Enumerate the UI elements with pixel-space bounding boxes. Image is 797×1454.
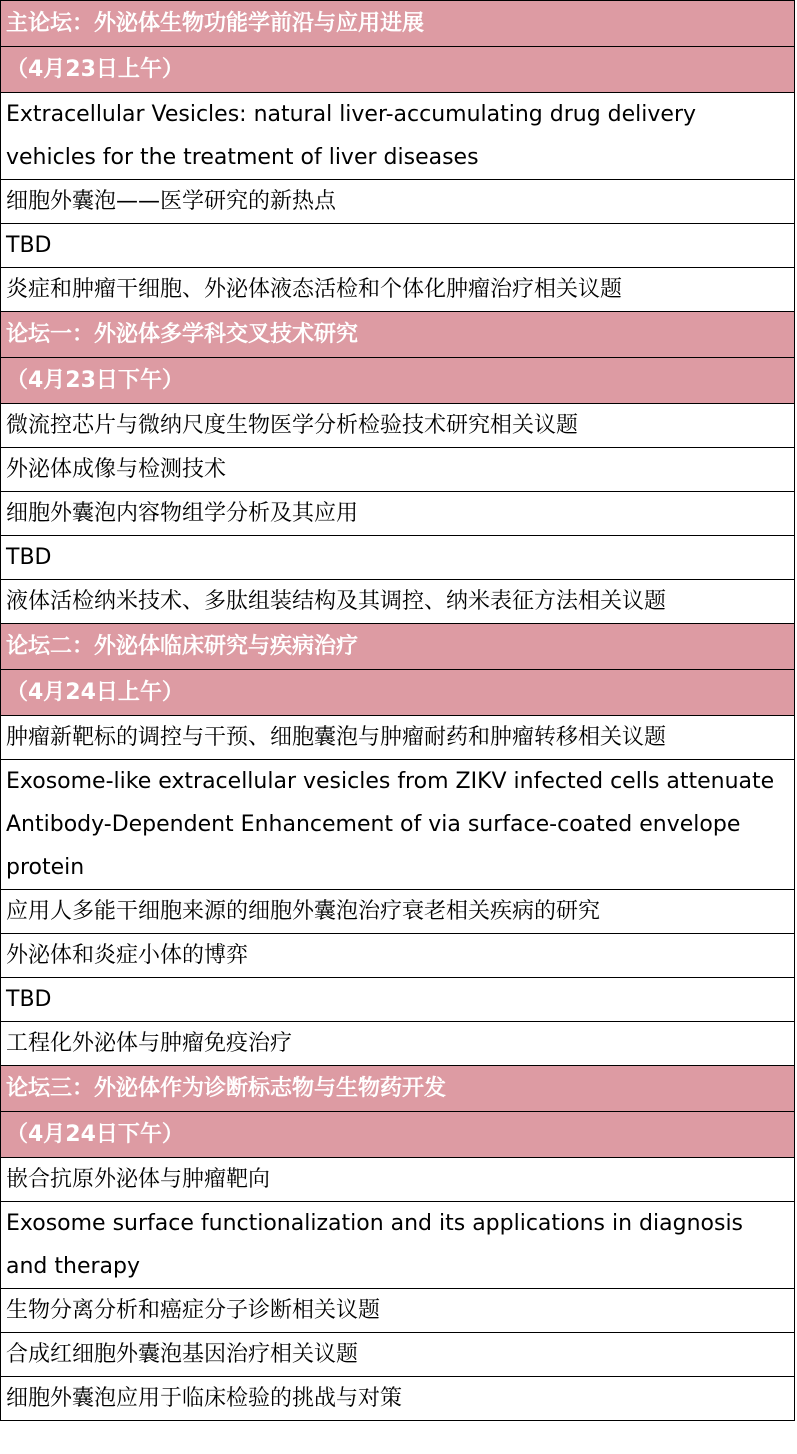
forum-title: 论坛三：外泌体作为诊断标志物与生物药开发 — [1, 1066, 795, 1112]
talk-title: 肿瘤新靶标的调控与干预、细胞囊泡与肿瘤耐药和肿瘤转移相关议题 — [1, 716, 795, 760]
talk-row — [1, 934, 795, 978]
talk-row — [1, 404, 795, 448]
talk-title: 细胞外囊泡应用于临床检验的挑战与对策 — [1, 1377, 795, 1421]
talk-title: 外泌体和炎症小体的博弈 — [1, 934, 795, 978]
session-time: （4月23日下午） — [1, 358, 795, 404]
talk-title: 细胞外囊泡内容物组学分析及其应用 — [1, 492, 795, 536]
session-time-row — [1, 47, 795, 93]
session-time: （4月24日下午） — [1, 1112, 795, 1158]
talk-title: Exosome-like extracellular vesicles from ZIKV infected cells attenuate Antibody-Dependent Enhancement of via surface-coated envelope protein — [1, 760, 795, 890]
talk-row — [1, 1202, 795, 1289]
talk-row — [1, 1333, 795, 1377]
forum-title-row — [1, 624, 795, 670]
talk-row — [1, 760, 795, 890]
talk-row — [1, 224, 795, 268]
talk-title: 生物分离分析和癌症分子诊断相关议题 — [1, 1289, 795, 1333]
talk-row — [1, 492, 795, 536]
talk-title: 炎症和肿瘤干细胞、外泌体液态活检和个体化肿瘤治疗相关议题 — [1, 268, 795, 312]
talk-row — [1, 180, 795, 224]
talk-title: TBD — [1, 978, 795, 1022]
talk-title: 工程化外泌体与肿瘤免疫治疗 — [1, 1022, 795, 1066]
session-time-row — [1, 670, 795, 716]
talk-row — [1, 1289, 795, 1333]
session-time-row — [1, 358, 795, 404]
talk-title: 合成红细胞外囊泡基因治疗相关议题 — [1, 1333, 795, 1377]
forum-title-row — [1, 1066, 795, 1112]
talk-title: 嵌合抗原外泌体与肿瘤靶向 — [1, 1158, 795, 1202]
talk-title: TBD — [1, 536, 795, 580]
talk-title: TBD — [1, 224, 795, 268]
forum-title: 论坛一：外泌体多学科交叉技术研究 — [1, 312, 795, 358]
talk-row — [1, 580, 795, 624]
talk-row — [1, 448, 795, 492]
session-time-row — [1, 1112, 795, 1158]
forum-title-row — [1, 1, 795, 47]
talk-row — [1, 1158, 795, 1202]
talk-row — [1, 978, 795, 1022]
talk-row — [1, 1022, 795, 1066]
talk-title: 微流控芯片与微纳尺度生物医学分析检验技术研究相关议题 — [1, 404, 795, 448]
talk-row — [1, 890, 795, 934]
talk-title: Extracellular Vesicles: natural liver-accumulating drug delivery vehicles for the treatment of liver diseases — [1, 93, 795, 180]
talk-title: Exosome surface functionalization and its applications in diagnosis and therapy — [1, 1202, 795, 1289]
talk-row — [1, 93, 795, 180]
talk-row — [1, 268, 795, 312]
forum-title: 论坛二：外泌体临床研究与疾病治疗 — [1, 624, 795, 670]
session-time: （4月24日上午） — [1, 670, 795, 716]
talk-row — [1, 1377, 795, 1421]
talk-title: 外泌体成像与检测技术 — [1, 448, 795, 492]
session-time: （4月23日上午） — [1, 47, 795, 93]
talk-title: 液体活检纳米技术、多肽组装结构及其调控、纳米表征方法相关议题 — [1, 580, 795, 624]
talk-row — [1, 536, 795, 580]
talk-title: 细胞外囊泡——医学研究的新热点 — [1, 180, 795, 224]
talk-row — [1, 716, 795, 760]
talk-title: 应用人多能干细胞来源的细胞外囊泡治疗衰老相关疾病的研究 — [1, 890, 795, 934]
forum-title: 主论坛：外泌体生物功能学前沿与应用进展 — [1, 1, 795, 47]
forum-title-row — [1, 312, 795, 358]
